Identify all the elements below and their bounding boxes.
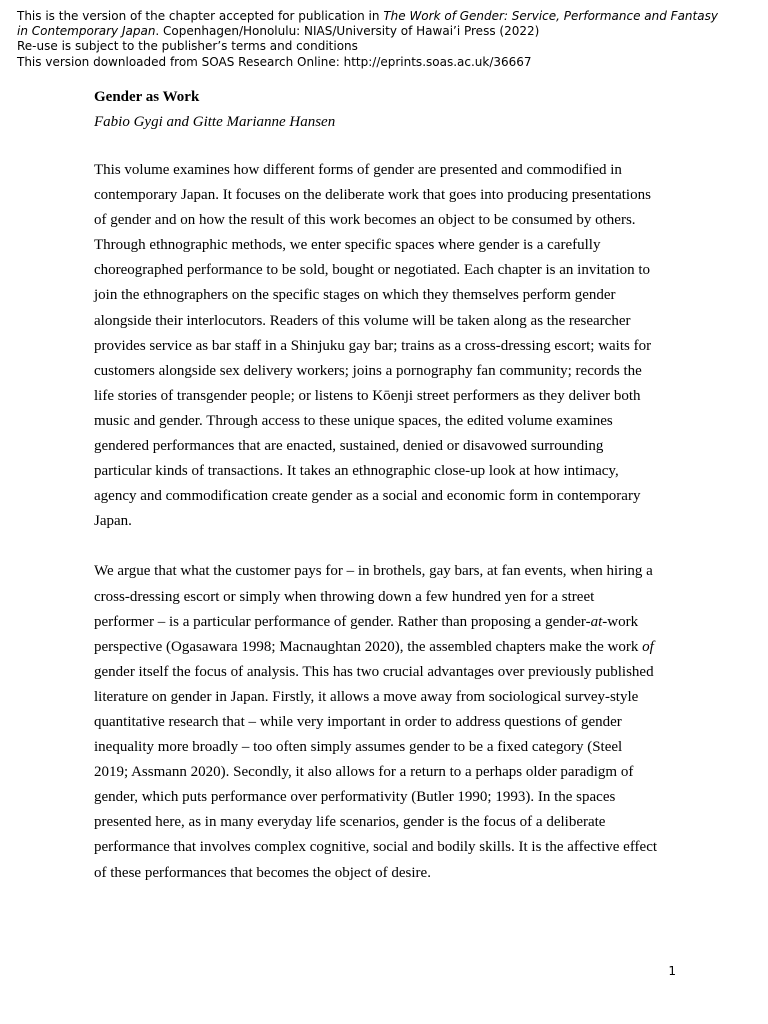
text-line: provides service as bar staff in a Shinjuku gay bar; trains as a cross-dressing escort; waits for bbox=[94, 337, 652, 354]
text-line: customers alongside sex delivery workers; joins a pornography fan community; records the bbox=[94, 362, 642, 379]
page-number: 1 bbox=[668, 964, 676, 978]
chapter-body bbox=[94, 88, 682, 886]
chapter-authors: Fabio Gygi and Gitte Marianne Hansen bbox=[94, 114, 336, 130]
text-line: music and gender. Through access to these unique spaces, the edited volume examines bbox=[94, 412, 613, 429]
text-line: inequality more broadly – too often simply assumes gender to be a fixed category (Steel bbox=[94, 739, 623, 756]
text-line: We argue that what the customer pays for – in brothels, gay bars, at fan events, when hiring a bbox=[94, 563, 653, 580]
text-line: particular kinds of transactions. It takes an ethnographic close-up look at how intimacy, bbox=[94, 463, 619, 480]
text-line: gendered performances that are enacted, sustained, denied or disavowed surrounding bbox=[94, 438, 604, 455]
text-line: agency and commodification create gender as a social and economic form in contemporary bbox=[94, 488, 641, 505]
text-line: choreographed performance to be sold, bought or negotiated. Each chapter is an invitation to bbox=[94, 262, 651, 279]
text-line: of gender and on how the result of this work becomes an object to be consumed by others. bbox=[94, 212, 636, 229]
text-line: literature on gender in Japan. Firstly, it allows a move away from sociological survey-style bbox=[94, 688, 639, 705]
emphasis-of: of bbox=[642, 638, 654, 655]
header-line-3: Re-use is subject to the publisher’s terms and conditions bbox=[17, 39, 358, 54]
text-line: quantitative research that – while very important in order to address questions of gender bbox=[94, 713, 622, 730]
paragraph-2 bbox=[94, 559, 682, 885]
text-line: performer – is a particular performance of gender. Rather than proposing a gender-at-work bbox=[94, 613, 639, 630]
text-line: gender, which puts performance over performativity (Butler 1990; 1993). In the spaces bbox=[94, 789, 616, 806]
emphasis-at: at bbox=[590, 613, 603, 630]
text-line: cross-dressing escort or simply when throwing down a few hundred yen for a street bbox=[94, 588, 595, 605]
text-line: gender itself the focus of analysis. This has two crucial advantages over previously published bbox=[94, 663, 654, 680]
text-line: 2019; Assmann 2020). Secondly, it also allows for a return to a perhaps older paradigm of bbox=[94, 764, 634, 781]
header-line-4: This version downloaded from SOAS Research Online: http://eprints.soas.ac.uk/36667 bbox=[17, 54, 532, 69]
book-title: The Work of Gender: Service, Performance and Fantasy bbox=[383, 9, 718, 23]
header-line-1: This is the version of the chapter accepted for publication in The Work of Gender: Service, Performance and Fantasy bbox=[17, 9, 718, 23]
text-line: performance that involves complex cognitive, social and bodily skills. It is the affective effect bbox=[94, 839, 658, 856]
text-line: alongside their interlocutors. Readers of this volume will be taken along as the researcher bbox=[94, 312, 631, 329]
text-line: Through ethnographic methods, we enter specific spaces where gender is a carefully bbox=[94, 237, 601, 254]
book-title-continued: in Contemporary Japan bbox=[17, 24, 156, 39]
text-line: of these performances that becomes the object of desire. bbox=[94, 864, 431, 881]
text-line: life stories of transgender people; or listens to Kōenji street performers as they deliver both bbox=[94, 387, 641, 404]
text-line: Japan. bbox=[94, 513, 132, 530]
publication-notice-header bbox=[17, 9, 757, 70]
chapter-title: Gender as Work bbox=[94, 89, 200, 105]
paragraph-1 bbox=[94, 158, 682, 534]
text-line: This volume examines how different forms of gender are presented and commodified in bbox=[94, 162, 622, 178]
text-line: contemporary Japan. It focuses on the deliberate work that goes into producing presentations bbox=[94, 187, 651, 204]
text-line: perspective (Ogasawara 1998; Macnaughtan 2020), the assembled chapters make the work of bbox=[94, 638, 654, 655]
text-line: presented here, as in many everyday life scenarios, gender is the focus of a deliberate bbox=[94, 814, 606, 831]
text-line: join the ethnographers on the specific stages on which they themselves perform gender bbox=[94, 287, 616, 304]
header-line-2: in Contemporary Japan. Copenhagen/Honolulu: NIAS/University of Hawai’i Press (2022) bbox=[17, 24, 540, 39]
